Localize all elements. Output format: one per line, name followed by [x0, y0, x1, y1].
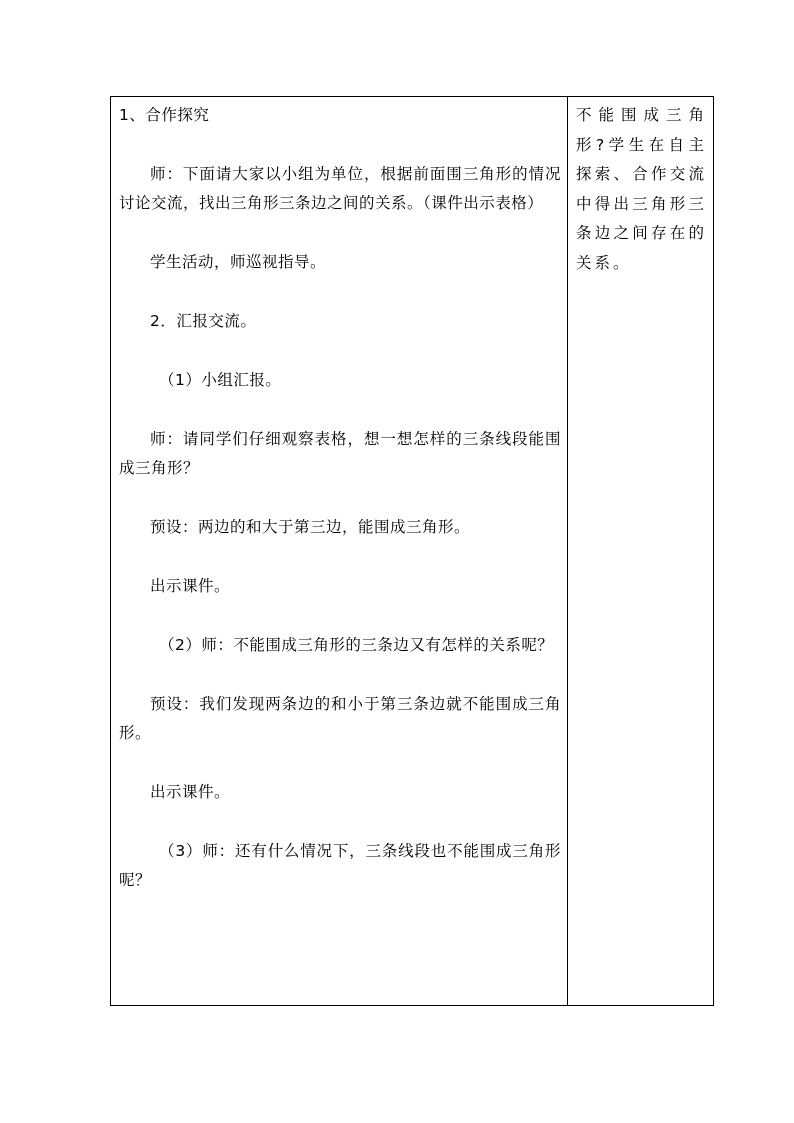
paragraph-teacher-instruction: 师：下面请大家以小组为单位，根据前面围三角形的情况讨论交流，找出三角形三条边之间的关系。（课件出示表格） — [119, 165, 561, 212]
paragraph-preset-answer-1: 预设：两边的和大于第三边，能围成三角形。 — [150, 518, 471, 536]
paragraph-preset-answer-2: 预设：我们发现两条边的和小于第三条边就不能围成三角形。 — [119, 695, 561, 742]
paragraph-group-report: （1）小组汇报。 — [159, 371, 282, 389]
paragraph-show-courseware-1: 出示课件。 — [150, 577, 231, 595]
paragraph-teacher-question-3: （3）师：还有什么情况下，三条线段也不能围成三角形呢？ — [119, 842, 561, 889]
section-heading: 1、合作探究 — [119, 106, 210, 124]
paragraph-teacher-question-1: 师：请同学们仔细观察表格，想一想怎样的三条线段能围成三角形？ — [119, 430, 561, 477]
design-intent-note: 不能围成三角形?学生在自主探索、合作交流中得出三角形三条边之间存在的关系。 — [576, 106, 707, 272]
design-intent-cell — [568, 97, 714, 1006]
section-heading-report: 2．汇报交流。 — [150, 312, 257, 330]
paragraph-student-activity: 学生活动，师巡视指导。 — [150, 253, 327, 271]
teaching-process-cell — [111, 97, 568, 1006]
paragraph-teacher-question-2: （2）师：不能围成三角形的三条边又有怎样的关系呢？ — [159, 636, 554, 654]
lesson-plan-table — [110, 96, 714, 1006]
paragraph-show-courseware-2: 出示课件。 — [150, 783, 231, 801]
table-row — [111, 97, 714, 1006]
